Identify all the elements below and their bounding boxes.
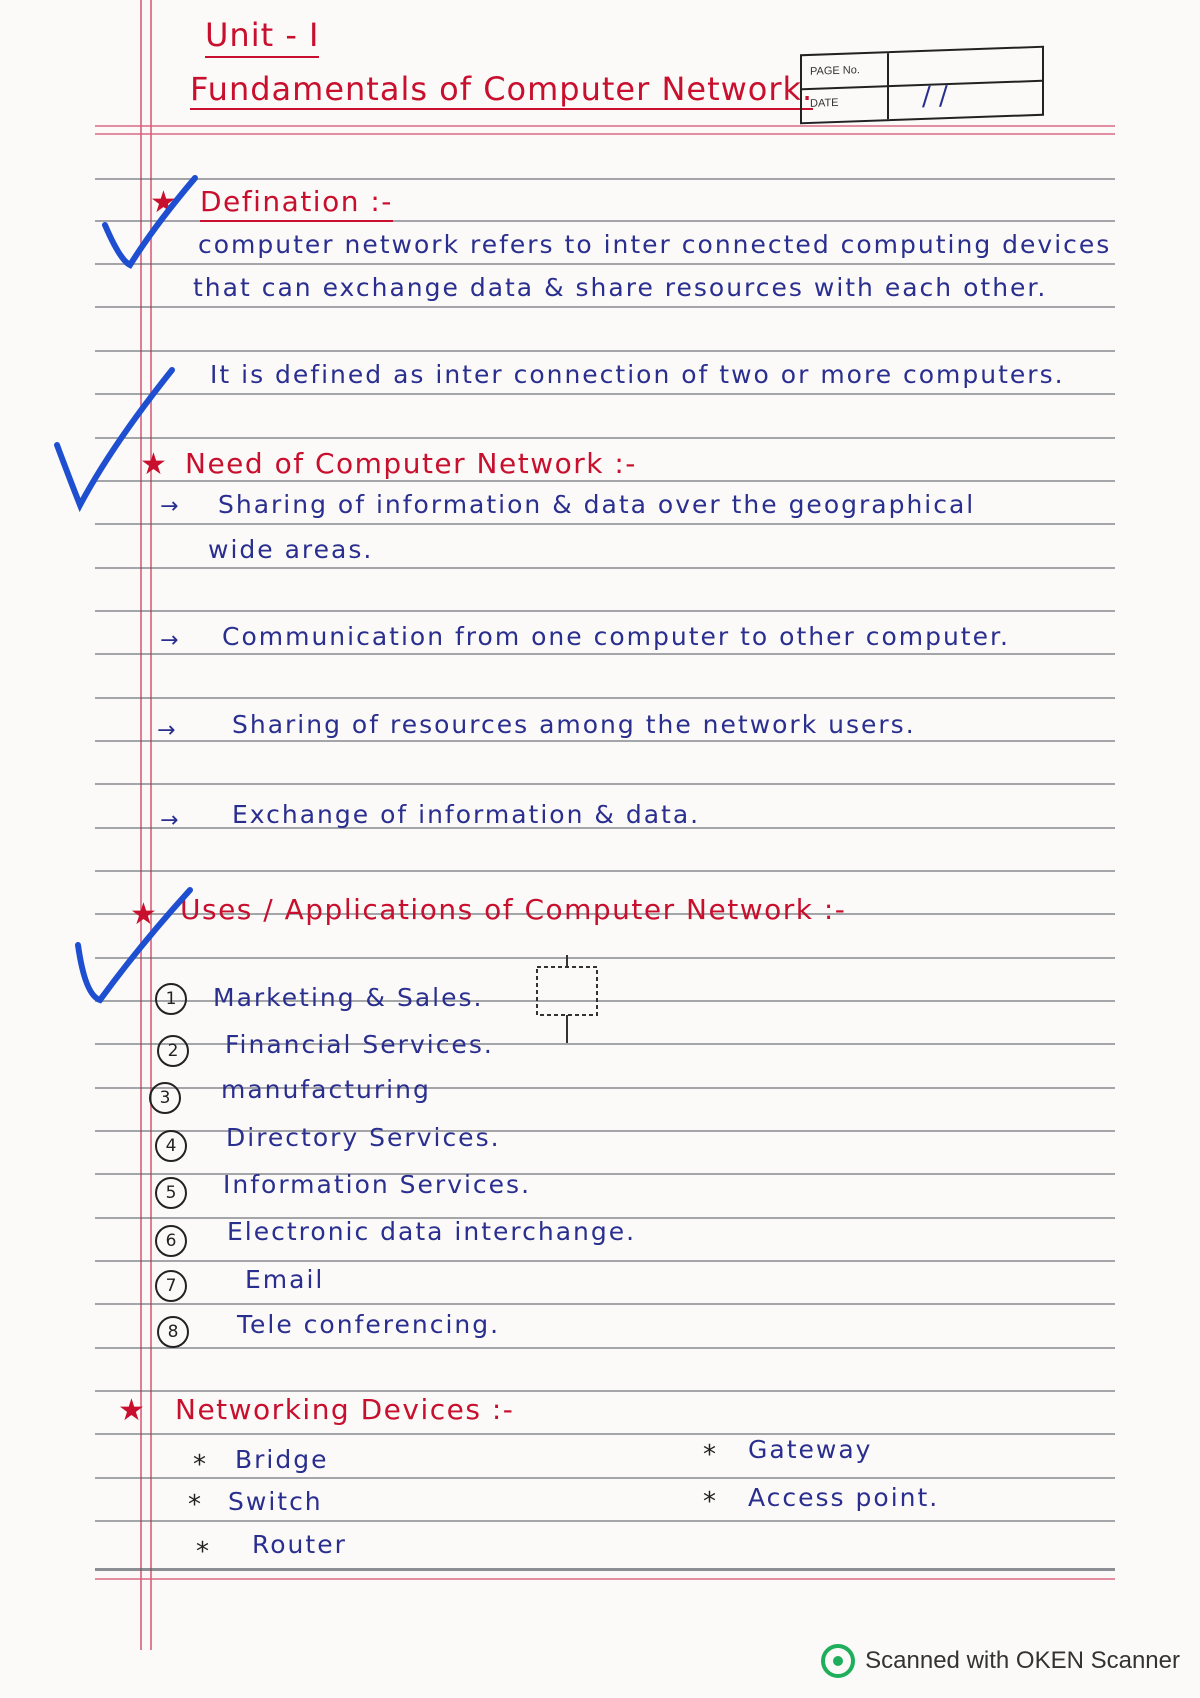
ruled-line: [95, 523, 1115, 525]
definition-line-3: It is defined as inter connection of two or more computers.: [210, 360, 1065, 389]
definition-line-2: that can exchange data & share resources with each other.: [193, 273, 1048, 302]
number-circle: 3: [149, 1082, 181, 1114]
top-margin-line: [95, 125, 1115, 127]
asterisk-bullet-icon: *: [703, 1487, 716, 1517]
number-circle: 6: [155, 1225, 187, 1257]
need-item-2: Communication from one computer to other computer.: [222, 622, 1010, 651]
bottom-margin-line: [95, 1578, 1115, 1580]
uses-item-3: manufacturing: [221, 1075, 431, 1104]
device-gateway: Gateway: [748, 1435, 873, 1464]
arrow-bullet-icon: →: [160, 494, 179, 519]
number-circle: 4: [155, 1130, 187, 1162]
check-mark-icon: [52, 355, 182, 515]
need-item-3: Sharing of resources among the network users.: [232, 710, 916, 739]
uses-item-8: Tele conferencing.: [237, 1310, 501, 1339]
uses-item-6: Electronic data interchange.: [227, 1217, 637, 1246]
ruled-line: [95, 480, 1115, 482]
devices-heading: Networking Devices :-: [175, 1393, 515, 1426]
ruled-line: [95, 697, 1115, 699]
star-bullet-icon: ★: [118, 1393, 145, 1428]
star-bullet-icon: ★: [130, 897, 157, 932]
ruled-line-bottom: [95, 1568, 1115, 1571]
number-circle: 5: [155, 1177, 187, 1209]
uses-heading: Uses / Applications of Computer Network :-: [180, 893, 847, 926]
number-circle: 1: [155, 983, 187, 1015]
ruled-line: [95, 1303, 1115, 1305]
asterisk-bullet-icon: *: [703, 1440, 716, 1470]
asterisk-bullet-icon: *: [193, 1450, 206, 1480]
arrow-bullet-icon: →: [160, 808, 179, 833]
network-sketch-icon: [525, 955, 615, 1045]
ruled-line: [95, 263, 1115, 265]
need-item-4: Exchange of information & data.: [232, 800, 701, 829]
check-mark-icon: [95, 170, 205, 280]
need-heading: Need of Computer Network :-: [185, 447, 637, 480]
ruled-line: [95, 783, 1115, 785]
page-number-label: PAGE No.: [810, 64, 860, 78]
uses-item-4: Directory Services.: [226, 1123, 501, 1152]
ruled-line: [95, 610, 1115, 612]
scanner-logo-icon: [821, 1644, 855, 1678]
ruled-line: [95, 350, 1115, 352]
ruled-line: [95, 1520, 1115, 1522]
arrow-bullet-icon: →: [157, 718, 176, 743]
ruled-line: [95, 1260, 1115, 1262]
star-bullet-icon: ★: [150, 185, 177, 220]
number-circle: 8: [157, 1316, 189, 1348]
device-router: Router: [252, 1530, 347, 1559]
ruled-line: [95, 1477, 1115, 1479]
uses-item-7: Email: [245, 1265, 325, 1294]
ruled-line: [95, 870, 1115, 872]
ruled-line: [95, 1390, 1115, 1392]
ruled-line: [95, 1433, 1115, 1435]
need-item-1-line-2: wide areas.: [208, 535, 374, 564]
number-circle: 2: [157, 1035, 189, 1067]
page-number-box: [800, 46, 1044, 125]
need-item-1-line-1: Sharing of information & data over the geographical: [218, 490, 976, 519]
device-bridge: Bridge: [235, 1445, 329, 1474]
date-value: / /: [922, 81, 948, 112]
ruled-line: [95, 306, 1115, 308]
ruled-line: [95, 1347, 1115, 1349]
device-access-point: Access point.: [748, 1483, 940, 1512]
scanner-text: Scanned with OKEN Scanner: [865, 1647, 1180, 1674]
scanner-watermark: [821, 1644, 1180, 1678]
arrow-bullet-icon: →: [160, 628, 179, 653]
page-title: Fundamentals of Computer Network.: [190, 70, 814, 108]
number-circle: 7: [155, 1270, 187, 1302]
check-mark-icon: [70, 885, 200, 1015]
ruled-line: [95, 567, 1115, 569]
ruled-line: [95, 437, 1115, 439]
definition-line-1: computer network refers to inter connected computing devices: [198, 230, 1112, 259]
unit-title: Unit - I: [205, 16, 319, 58]
asterisk-bullet-icon: *: [196, 1537, 209, 1567]
uses-item-5: Information Services.: [223, 1170, 532, 1199]
ruled-line: [95, 178, 1115, 180]
star-bullet-icon: ★: [140, 447, 167, 482]
ruled-line: [95, 740, 1115, 742]
ruled-line: [95, 393, 1115, 395]
asterisk-bullet-icon: *: [188, 1490, 201, 1520]
date-label: DATE: [810, 96, 839, 110]
ruled-line: [95, 653, 1115, 655]
uses-item-1: Marketing & Sales.: [213, 983, 484, 1012]
top-margin-line-2: [95, 133, 1115, 135]
uses-item-2: Financial Services.: [225, 1030, 494, 1059]
device-switch: Switch: [228, 1487, 323, 1516]
definition-heading: Defination :-: [200, 185, 393, 222]
